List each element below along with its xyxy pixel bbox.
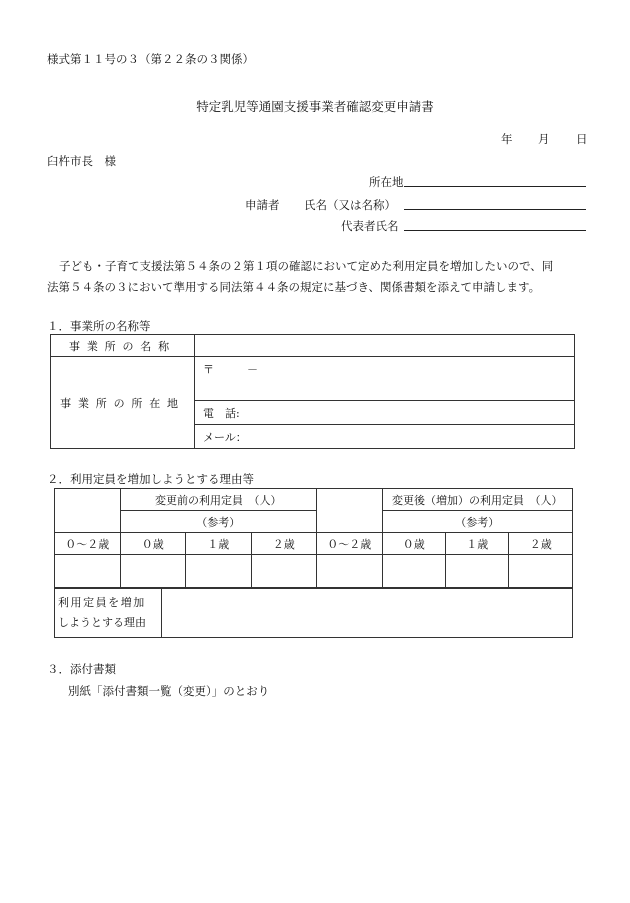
document-title: 特定乳児等通園支援事業者確認変更申請書 [196, 99, 434, 114]
addressee: 臼杵市長 様 [47, 154, 116, 168]
capacity-input-cell[interactable] [509, 555, 573, 588]
before-blank-cell [55, 489, 121, 533]
email-field[interactable]: メール： [195, 425, 575, 449]
address-label: 所在地 [369, 175, 404, 189]
section3-heading: ３．添付書類 [47, 662, 116, 676]
section2-heading: ２．利用定員を増加しようとする理由等 [47, 472, 254, 486]
col-header: ２歳 [251, 533, 317, 555]
capacity-table [54, 488, 573, 588]
after-capacity-header: 変更後（増加）の利用定員 （人） [382, 489, 573, 511]
capacity-input-cell[interactable] [186, 555, 252, 588]
after-blank-cell [317, 489, 383, 533]
capacity-input-cell[interactable] [120, 555, 186, 588]
col-header: ０歳 [120, 533, 186, 555]
form-number: 様式第１１号の３（第２２条の３関係） [47, 52, 254, 66]
date-month: 月 [538, 132, 550, 146]
facility-table [50, 334, 575, 449]
capacity-input-cell[interactable] [445, 555, 508, 588]
capacity-input-cell[interactable] [382, 555, 445, 588]
body-text-line2: 法第５４条の３において準用する同法第４４条の規定に基づき、関係書類を添えて申請します。 [47, 280, 541, 294]
representative-line [404, 218, 586, 231]
after-reference-label: （参考） [382, 511, 573, 533]
body-text-line1: 子ども・子育て支援法第５４条の２第１項の確認において定めた利用定員を増加したいので、同 [59, 259, 554, 273]
postal-code-field[interactable]: 〒 － [195, 357, 575, 401]
name-label: 氏名（又は名称） [304, 198, 396, 212]
address-line [404, 174, 586, 187]
date-year: 年 [501, 132, 513, 146]
col-header: １歳 [445, 533, 508, 555]
attachments-text: 別紙「添付書類一覧（変更）」のとおり [68, 684, 270, 698]
col-header: ０～２歳 [317, 533, 383, 555]
col-header: ２歳 [509, 533, 573, 555]
date-day: 日 [576, 132, 588, 146]
phone-field[interactable]: 電 話: [195, 401, 575, 425]
reason-table [54, 588, 573, 638]
facility-name-label: 事業所の名称 [51, 335, 195, 357]
applicant-label: 申請者 [245, 198, 280, 212]
reason-label: 利用定員を増加 しようとする理由 [55, 589, 162, 638]
col-header: １歳 [186, 533, 252, 555]
facility-name-field[interactable] [195, 335, 575, 357]
capacity-input-cell[interactable] [317, 555, 383, 588]
section1-heading: １．事業所の名称等 [47, 319, 151, 333]
representative-label: 代表者氏名 [341, 219, 399, 233]
reason-field[interactable] [162, 589, 573, 638]
capacity-input-cell[interactable] [251, 555, 317, 588]
before-capacity-header: 変更前の利用定員 （人） [120, 489, 317, 511]
name-line [404, 197, 586, 210]
before-reference-label: （参考） [120, 511, 317, 533]
col-header: ０～２歳 [55, 533, 121, 555]
capacity-input-cell[interactable] [55, 555, 121, 588]
col-header: ０歳 [382, 533, 445, 555]
facility-location-label: 事業所の所在地 [51, 357, 195, 449]
